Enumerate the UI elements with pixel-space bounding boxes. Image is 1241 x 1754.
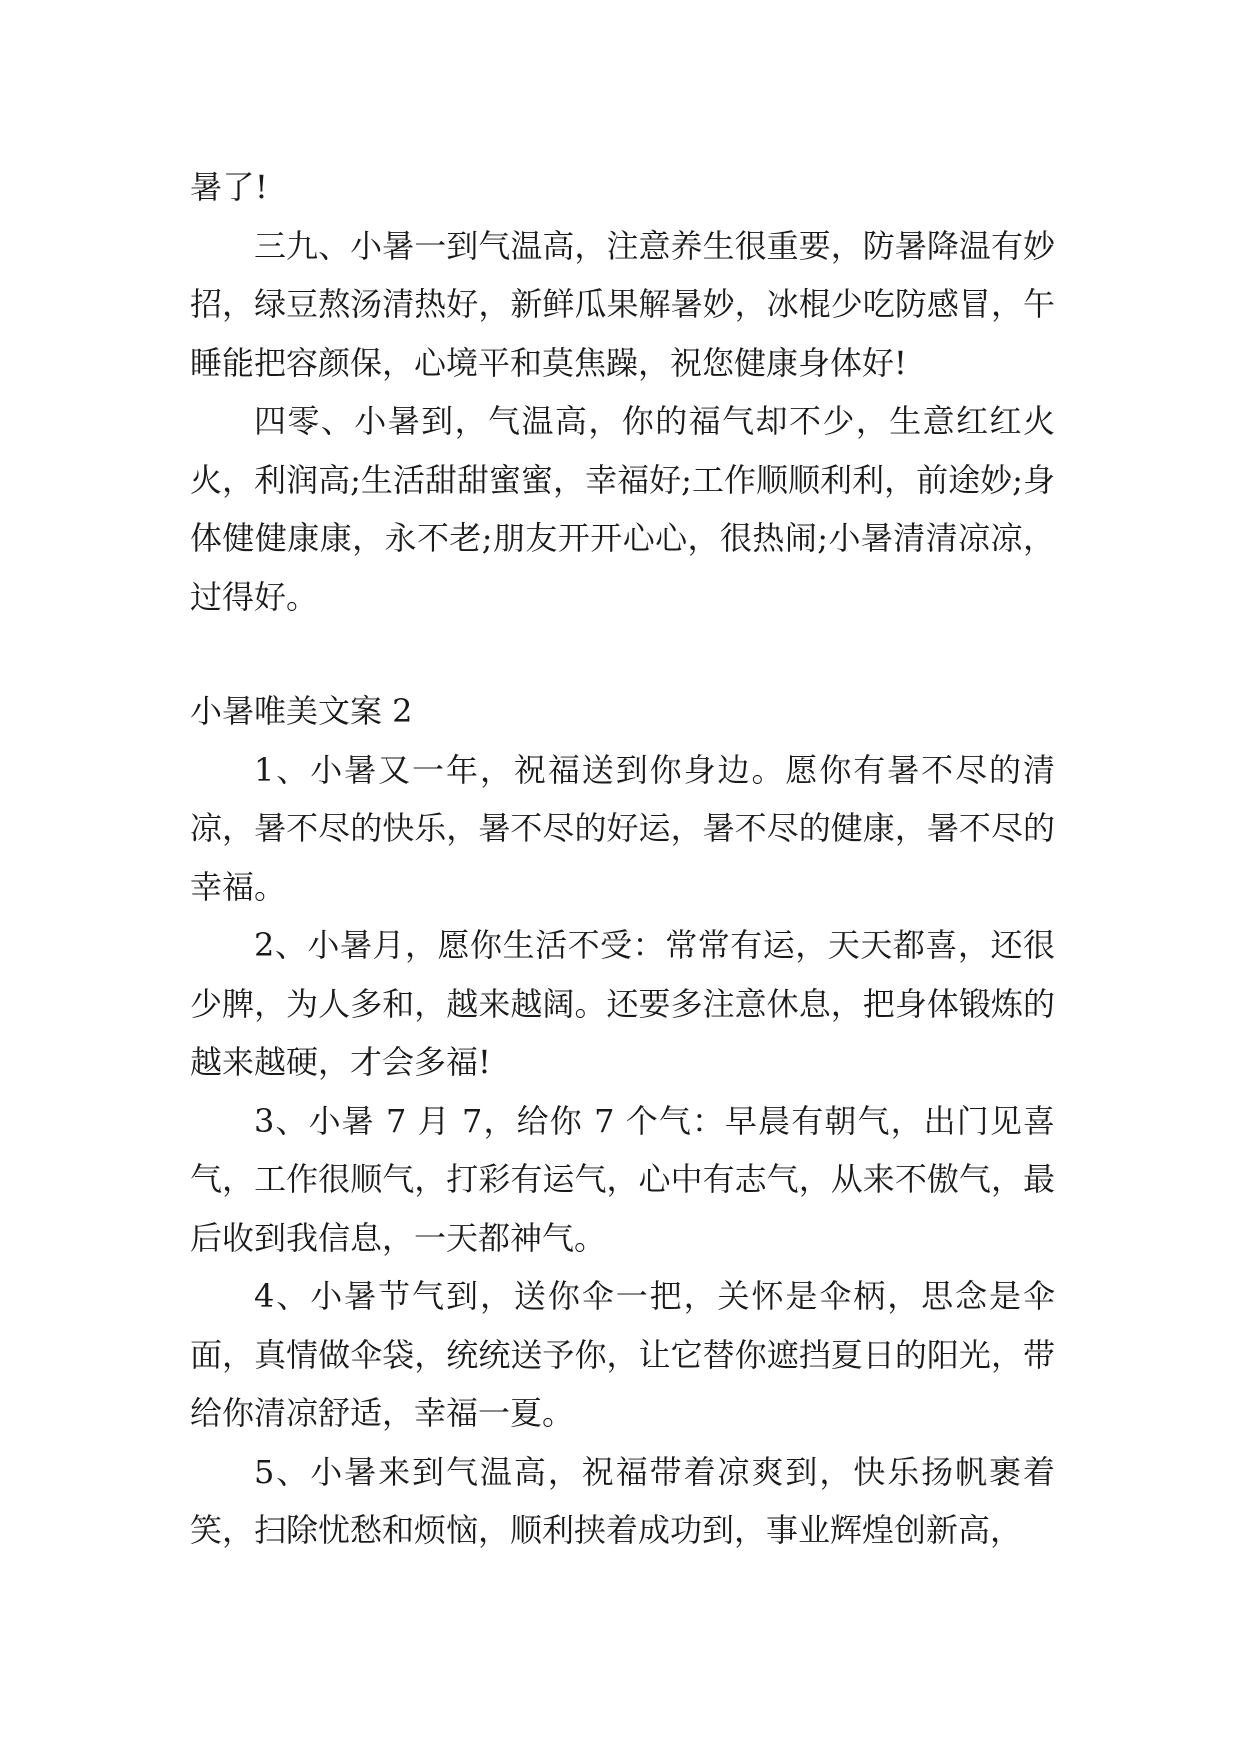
paragraph-item-4: 4、小暑节气到，送你伞一把，关怀是伞柄，思念是伞面，真情做伞袋，统统送予你，让它替你遮挡夏日的阳光，带给你清凉舒适，幸福一夏。 bbox=[190, 1277, 1055, 1432]
continued-line: 暑了! bbox=[190, 168, 269, 206]
paragraph-39: 三九、小暑一到气温高，注意养生很重要，防暑降温有妙招，绿豆熬汤清热好，新鲜瓜果解暑妙，冰棍少吃防感冒，午睡能把容颜保，心境平和莫焦躁，祝您健康身体好! bbox=[190, 226, 1055, 382]
paragraph-item-2: 2、小暑月，愿你生活不受：常常有运，天天都喜，还很少脾，为人多和，越来越阔。还要多注意休息，把身体锻炼的越来越硬，才会多福! bbox=[190, 926, 1055, 1081]
section-title: 小暑唯美文案 2 bbox=[190, 692, 413, 730]
paragraph-40: 四零、小暑到，气温高，你的福气却不少，生意红红火火，利润高;生活甜甜蜜蜜，幸福好;工作顺顺利利，前途妙;身体健健康康，永不老;朋友开开心心，很热闹;小暑清清凉凉，过得好。 bbox=[190, 402, 1055, 616]
paragraph-item-5: 5、小暑来到气温高，祝福带着凉爽到，快乐扬帆裹着笑，扫除忧愁和烦恼，顺利挟着成功到，事业辉煌创新高， bbox=[190, 1452, 1055, 1549]
paragraph-item-3: 3、小暑 7 月 7，给你 7 个气：早晨有朝气，出门见喜气，工作很顺气，打彩有运气，心中有志气，从来不傲气，最后收到我信息，一天都神气。 bbox=[190, 1101, 1055, 1257]
document-body bbox=[190, 158, 1055, 1560]
paragraph-item-1: 1、小暑又一年，祝福送到你身边。愿你有暑不尽的清凉，暑不尽的快乐，暑不尽的好运，暑不尽的健康，暑不尽的幸福。 bbox=[190, 750, 1055, 906]
